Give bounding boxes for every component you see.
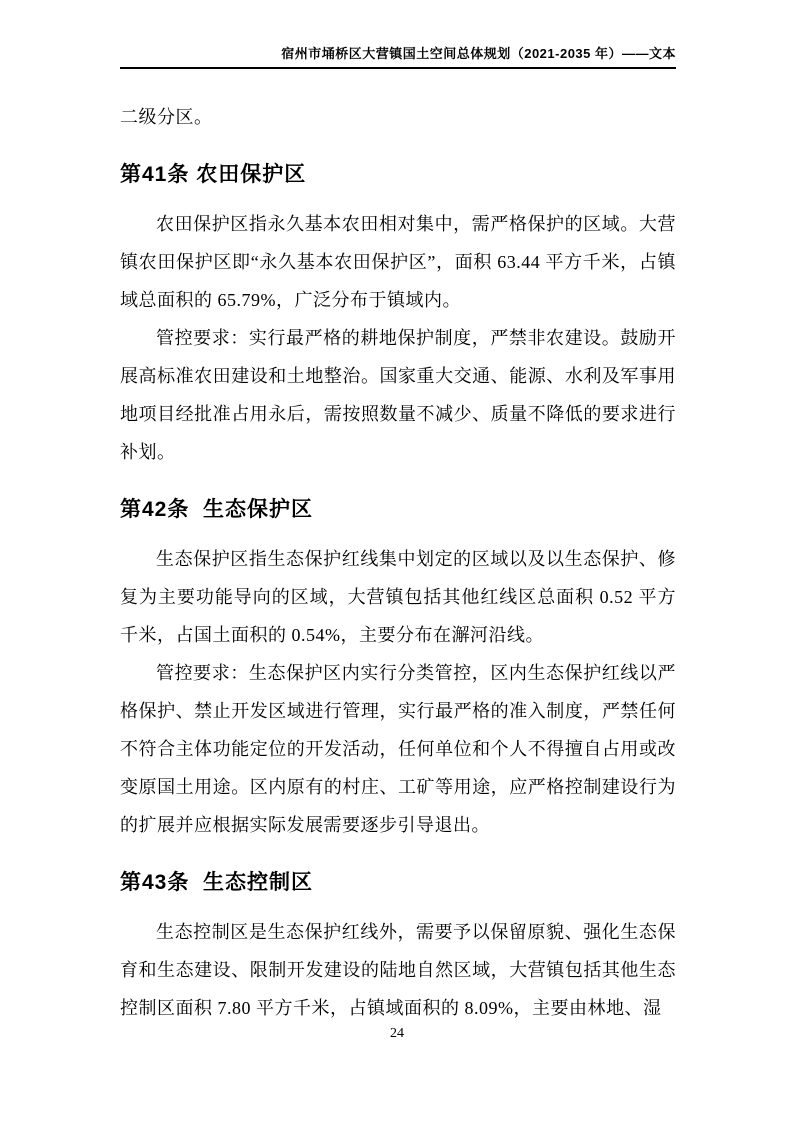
page-header <box>120 46 676 69</box>
section-42-paragraph-2: 管控要求：生态保护区内实行分类管控，区内生态保护红线以严格保护、禁止开发区域进行管理，实行最严格的准入制度，严禁任何不符合主体功能定位的开发活动，任何单位和个人不得擅自占用或改变原国土用途。区内原有的村庄、工矿等用途，应严格控制建设行为的扩展并应根据实际发展需要逐步引导退出。 <box>120 663 676 835</box>
section-42-paragraph-1: 生态保护区指生态保护红线集中划定的区域以及以生态保护、修复为主要功能导向的区域，大营镇包括其他红线区总面积 0.52 平方千米，占国土面积的 0.54%，主要分布在澥河沿线。 <box>120 549 676 645</box>
section-43-paragraph-1: 生态控制区是生态保护红线外，需要予以保留原貌、强化生态保育和生态建设、限制开发建设的陆地自然区域，大营镇包括其他生态控制区面积 7.80 平方千米，占镇域面积的 8.09%，主要由林地、湿 <box>120 922 676 1018</box>
document-body <box>120 72 676 1027</box>
section-41-paragraph-1: 农田保护区指永久基本农田相对集中，需严格保护的区域。大营镇农田保护区即“永久基本农田保护区”，面积 63.44 平方千米，占镇域总面积的 65.79%，广泛分布于镇域内。 <box>120 214 676 310</box>
intro-paragraph: 二级分区。 <box>120 107 213 127</box>
section-41-heading: 第41条 农田保护区 <box>120 163 307 186</box>
section-43-heading: 第43条 生态控制区 <box>120 871 314 894</box>
section-41-paragraph-2: 管控要求：实行最严格的耕地保护制度，严禁非农建设。鼓励开展高标准农田建设和土地整治。国家重大交通、能源、水利及军事用地项目经批准占用永后，需按照数量不减少、质量不降低的要求进行补划。 <box>120 328 676 462</box>
section-43 <box>120 868 676 1027</box>
page-number: 24 <box>390 1026 404 1041</box>
section-42-heading: 第42条 生态保护区 <box>120 498 314 521</box>
section-42 <box>120 495 676 844</box>
header-title: 宿州市埇桥区大营镇国土空间总体规划（2021-2035 年）——文本 <box>281 46 676 61</box>
section-41 <box>120 160 676 471</box>
